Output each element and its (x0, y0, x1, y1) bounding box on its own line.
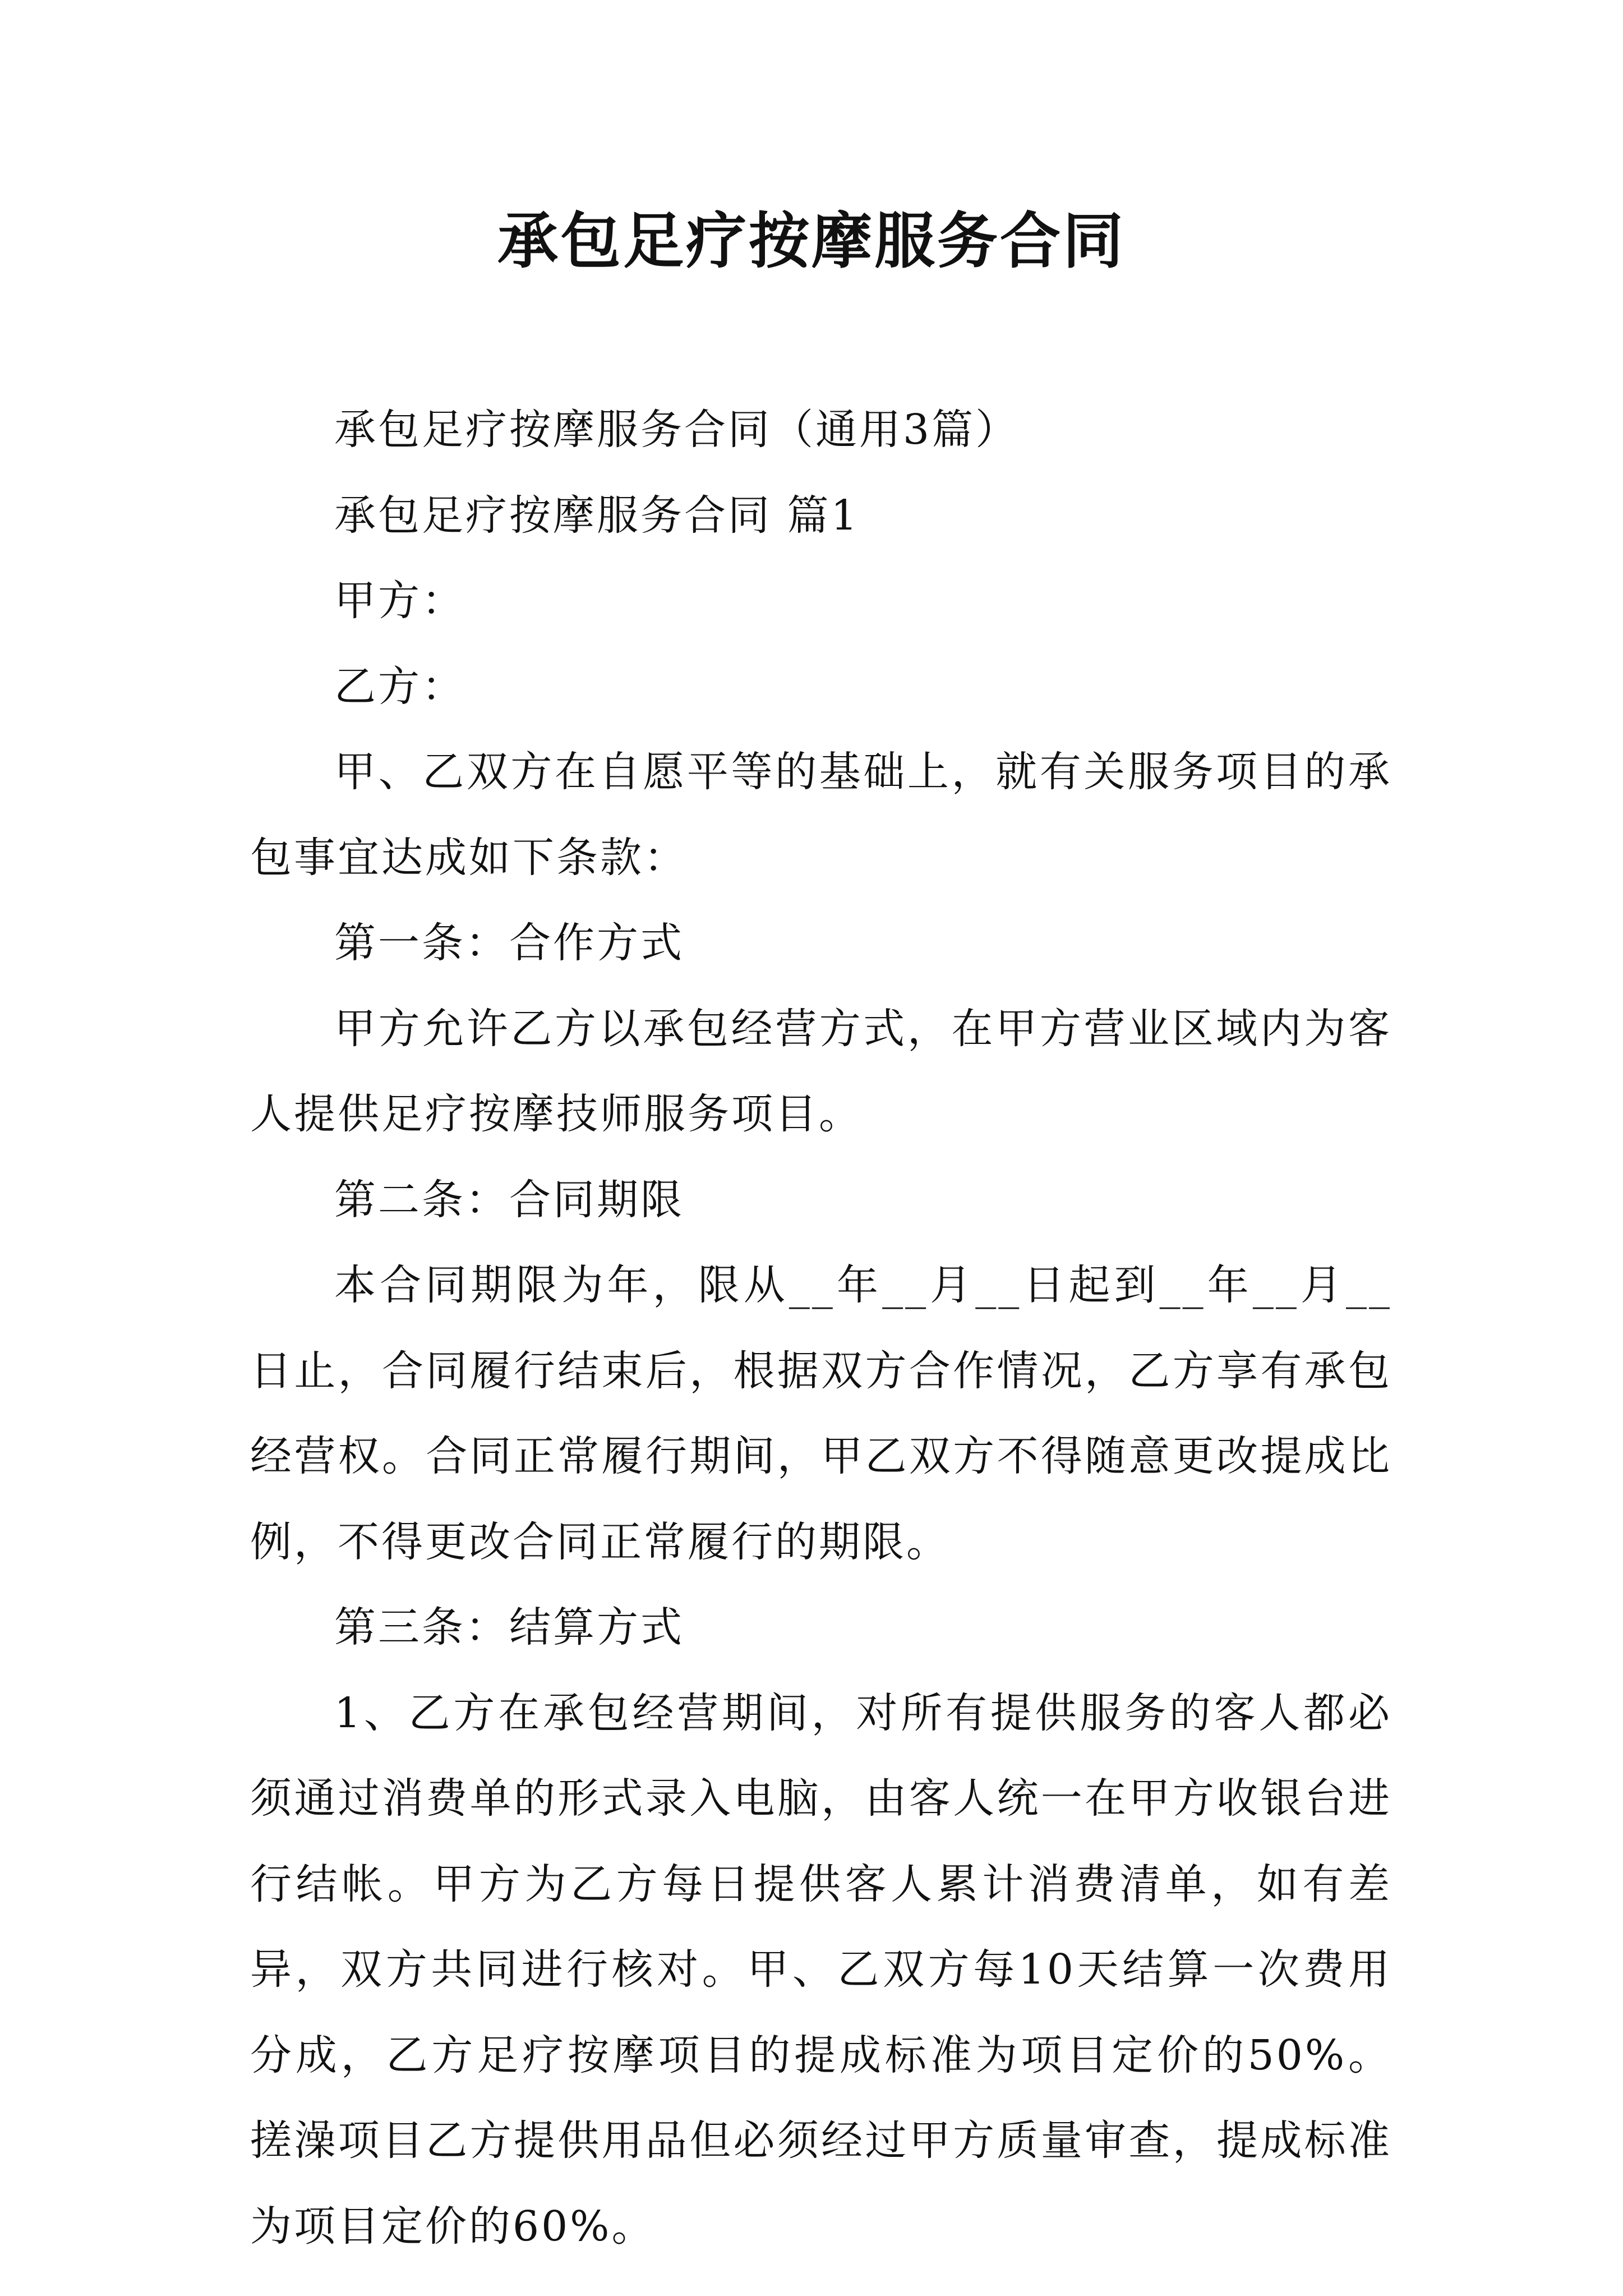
paragraph-party-a: 甲方： (334, 577, 465, 625)
paragraph-party-b: 乙方： (334, 662, 465, 711)
paragraph-section-heading: 承包足疗按摩服务合同 篇1 (334, 491, 860, 540)
paragraph-article-2-heading: 第二条：合同期限 (334, 1175, 684, 1224)
document-body (250, 387, 1392, 2269)
paragraph-article-3-heading: 第三条：结算方式 (334, 1603, 684, 1651)
paragraph-preamble: 甲、乙双方在自愿平等的基础上，就有关服务项目的承包事宜达成如下条款： (250, 748, 1392, 882)
paragraph-doc-subtitle: 承包足疗按摩服务合同（通用3篇） (334, 406, 1020, 454)
paragraph-article-3-body: 1、乙方在承包经营期间，对所有提供服务的客人都必须通过消费单的形式录入电脑，由客人统一在甲方收银台进行结帐。甲方为乙方每日提供客人累计消费清单，如有差异，双方共同进行核对。甲、乙双方每10天结算一次费用分成，乙方足疗按摩项目的提成标准为项目定价的50%。搓澡项目乙方提供用品但必须经过甲方质量审查，提成标准为项目定价的60%。 (250, 1688, 1392, 2251)
paragraph-article-2-body: 本合同期限为年，限从__年__月__日起到__年__月__日止，合同履行结束后，根据双方合作情况，乙方享有承包经营权。合同正常履行期间，甲乙双方不得随意更改提成比例，不得更改合同正常履行的期限。 (250, 1261, 1392, 1566)
paragraph-article-1-body: 甲方允许乙方以承包经营方式，在甲方营业区域内为客人提供足疗按摩技师服务项目。 (250, 1004, 1392, 1138)
page-title: 承包足疗按摩服务合同 (497, 206, 1126, 277)
paragraph-article-1-heading: 第一条：合作方式 (334, 919, 684, 967)
